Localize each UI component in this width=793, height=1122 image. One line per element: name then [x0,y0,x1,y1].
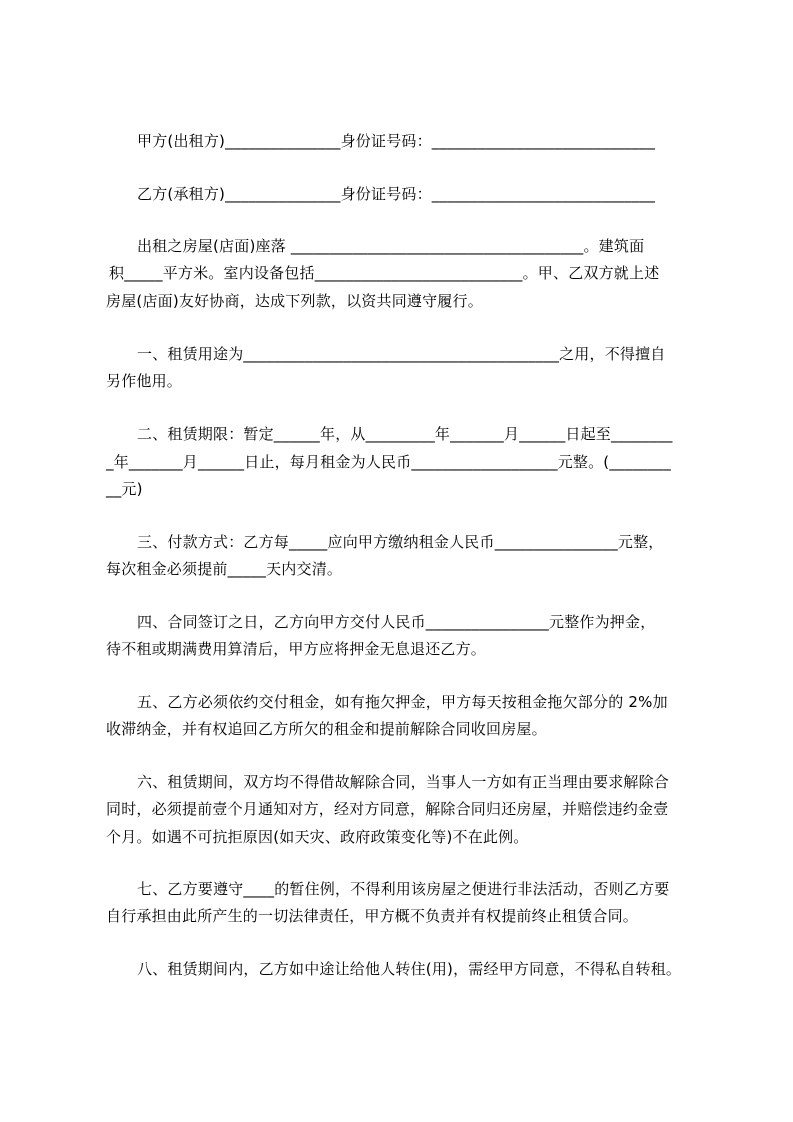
clause-5-line-1: 五、乙方必须依约交付租金，如有拖欠押金，甲方每天按租金拖欠部分的 2%加 [137,693,668,711]
clause-2-line-2: _年_______月______日止，每月租金为人民币___________________元整。(________ [106,453,671,471]
intro-line-1: 出租之房屋(店面)座落 ______________________________________。建筑面 [137,237,645,255]
intro-line-2: 积_____平方米。室内设备包括___________________________。甲、乙双方就上述 [109,264,660,282]
party-a-line: 甲方(出租方)_______________身份证号码：_____________________________ [137,132,656,150]
clause-7-line-2: 自行承担由此所产生的一切法律责任，甲方概不负责并有权提前终止租赁合同。 [106,907,639,925]
clause-6-line-2: 同时，必须提前壹个月通知对方，经对方同意，解除合同归还房屋，并赔偿违约金壹 [106,800,669,818]
clause-3-line-2: 每次租金必须提前_____天内交清。 [106,560,343,578]
clause-2-line-1: 二、租赁期限：暂定______年，从_________年_______月______日起至________ [137,425,673,443]
clause-1-line-2: 另作他用。 [106,372,183,390]
clause-5-line-2: 收滞纳金，并有权追回乙方所欠的租金和提前解除合同收回房屋。 [106,720,547,738]
clause-7-line-1: 七、乙方要遵守____的暂住例，不得利用该房屋之便进行非法活动，否则乙方要 [137,880,670,898]
clause-6-line-3: 个月。如遇不可抗拒原因(如天灾、政府政策变化等)不在此例。 [106,828,529,846]
clause-3-line-1: 三、付款方式：乙方每_____应向甲方缴纳租金人民币________________元整， [137,533,664,551]
party-b-line: 乙方(承租方)_______________身份证号码：_____________________________ [137,185,656,203]
clause-1-line-1: 一、租赁用途为_________________________________________之用，不得擅自 [137,345,666,363]
clause-4-line-1: 四、合同签订之日，乙方向甲方交付人民币________________元整作为押金， [137,613,656,631]
clause-8-line-1: 八、租赁期间内，乙方如中途让给他人转住(用)，需经甲方同意，不得私自转租。 [137,960,682,978]
clause-2-line-3: __元) [106,480,143,498]
intro-line-3: 房屋(店面)友好协商，达成下列款，以资共同遵守履行。 [106,292,483,310]
clause-6-line-1: 六、租赁期间，双方均不得借故解除合同，当事人一方如有正当理由要求解除合 [137,773,670,791]
clause-4-line-2: 待不租或期满费用算清后，甲方应将押金无息退还乙方。 [106,640,487,658]
